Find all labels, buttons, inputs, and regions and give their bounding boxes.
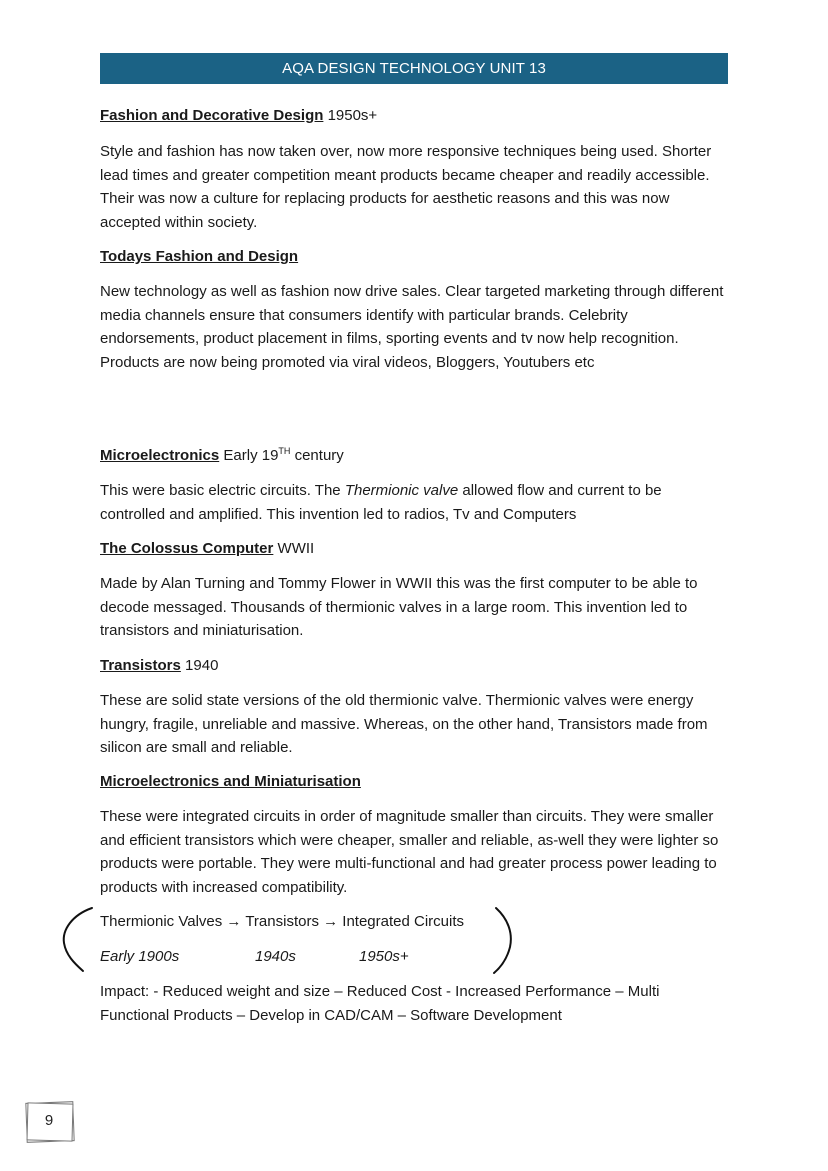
- section-date: 1950s+: [327, 107, 378, 124]
- section-title: The Colossus Computer: [100, 540, 274, 557]
- section-paragraph: New technology as well as fashion now drive sales. Clear targeted marketing through different media channels ensure that consumers identify with particular brands. Celebrity endorsements, product placement in films, sporting events and tv now help recognition. Products are now being promoted via viral videos, Bloggers, Youtubers etc: [100, 283, 724, 371]
- timeline-dates: [100, 945, 500, 969]
- section-paragraph: These are solid state versions of the old thermionic valve. Thermionic valves were energy hungry, fragile, unreliable and massive. Whereas, on the other hand, Transistors made from silicon are small and reliable.: [100, 692, 708, 756]
- paragraph-text: allowed flow and current to be controlled and amplified. This invention led to radios, Tv and Computers: [100, 482, 662, 523]
- section-todays-fashion: [100, 245, 730, 269]
- section-microelectronics: [100, 444, 730, 468]
- section-title: Todays Fashion and Design: [100, 248, 299, 265]
- timeline-date-ics: 1950s+: [359, 948, 409, 965]
- section-transistors: [100, 654, 730, 678]
- page-number-box: [24, 1100, 74, 1142]
- section-body-miniaturisation: [100, 805, 730, 899]
- left-bracket-icon: [58, 905, 98, 975]
- superscript-th: TH: [278, 446, 291, 456]
- timeline-date-transistors: 1940s: [255, 948, 296, 965]
- section-heading: [100, 770, 730, 794]
- impact-paragraph: Impact: - Reduced weight and size – Reduced Cost - Increased Performance – Multi Functional Products – Develop in CAD/CAM – Software Development: [100, 983, 660, 1024]
- section-paragraph: Style and fashion has now taken over, now more responsive techniques being used. Shorter lead times and greater competition meant products became cheaper and readily accessible. Their was now a culture for replacing products for aesthetic reasons and this was now accepted within society.: [100, 143, 712, 231]
- section-paragraph: [100, 479, 730, 526]
- document-header-title: AQA DESIGN TECHNOLOGY UNIT 13: [282, 60, 546, 77]
- italic-term: Thermionic valve: [344, 482, 459, 499]
- impact-summary: [100, 980, 710, 1027]
- section-paragraph: These were integrated circuits in order of magnitude smaller than circuits. They were smaller and efficient transistors which were cheaper, smaller and reliable, as-well they were lighter so products were portable. They were multi-functional and had greater process power leading to products with increased compatibility.: [100, 808, 719, 896]
- section-date: [223, 447, 343, 464]
- timeline-sequence: Thermionic Valves → Transistors → Integrated Circuits: [100, 913, 465, 930]
- page-number: 9: [44, 1112, 54, 1129]
- document-header-banner: [100, 53, 728, 84]
- section-date: WWII: [277, 540, 315, 557]
- section-body-colossus: [100, 572, 730, 643]
- section-heading: [100, 654, 730, 678]
- section-body-microelectronics: [100, 479, 730, 526]
- section-title: Microelectronics and Miniaturisation: [100, 773, 361, 790]
- paragraph-text: This were basic electric circuits. The: [100, 482, 345, 499]
- section-heading: [100, 104, 730, 128]
- section-miniaturisation: [100, 770, 730, 794]
- right-bracket-icon: [490, 905, 520, 975]
- section-heading: [100, 245, 730, 269]
- section-title: Fashion and Decorative Design: [100, 107, 324, 124]
- section-body-transistors: [100, 689, 730, 760]
- section-colossus: [100, 537, 730, 561]
- section-paragraph: Made by Alan Turning and Tommy Flower in WWII this was the first computer to be able to decode messaged. Thousands of thermionic valves in a large room. This invention led to transistors and miniaturisation.: [100, 575, 698, 639]
- section-title: Transistors: [100, 657, 181, 674]
- section-body-todays-fashion: [100, 280, 730, 374]
- section-heading: [100, 537, 730, 561]
- section-fashion-decorative: [100, 104, 730, 128]
- section-title: Microelectronics: [100, 447, 220, 464]
- section-date: 1940: [185, 657, 219, 674]
- section-body-fashion-decorative: [100, 140, 730, 234]
- section-date-suffix: century: [290, 447, 344, 464]
- section-heading: [100, 444, 730, 468]
- timeline-date-valves: Early 1900s: [100, 948, 180, 965]
- section-date-prefix: Early 19: [223, 447, 279, 464]
